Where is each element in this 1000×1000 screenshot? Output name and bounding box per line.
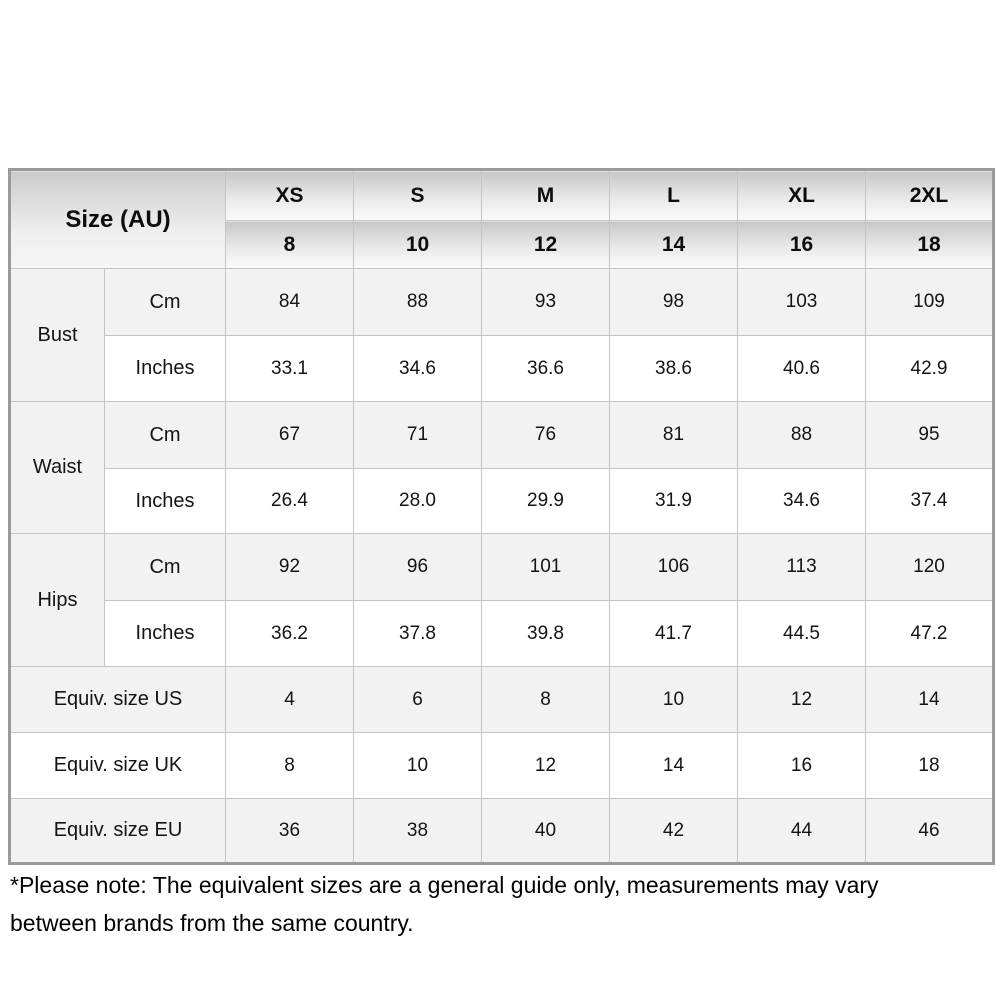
value-cell: 92: [226, 534, 354, 601]
value-cell: 14: [866, 667, 994, 733]
unit-label-cm: Cm: [105, 534, 226, 601]
value-cell: 8: [226, 733, 354, 799]
unit-label-inches: Inches: [105, 469, 226, 534]
equiv-size-us-label: Equiv. size US: [10, 667, 226, 733]
waist-cm-row: [10, 402, 994, 469]
value-cell: 47.2: [866, 601, 994, 667]
bust-inches-row: [10, 336, 994, 402]
bust-cm-row: [10, 269, 994, 336]
corner-size-au-label: Size (AU): [10, 170, 226, 269]
value-cell: 12: [738, 667, 866, 733]
value-cell: 34.6: [354, 336, 482, 402]
hips-cm-row: [10, 534, 994, 601]
footnote-line-2: between brands from the same country.: [10, 910, 414, 936]
equiv-size-uk-label: Equiv. size UK: [10, 733, 226, 799]
value-cell: 88: [738, 402, 866, 469]
value-cell: 10: [610, 667, 738, 733]
value-cell: 41.7: [610, 601, 738, 667]
value-cell: 109: [866, 269, 994, 336]
value-cell: 71: [354, 402, 482, 469]
value-cell: 16: [738, 733, 866, 799]
au-size-16: 16: [738, 221, 866, 269]
value-cell: 14: [610, 733, 738, 799]
value-cell: 46: [866, 799, 994, 864]
value-cell: 37.4: [866, 469, 994, 534]
value-cell: 36.6: [482, 336, 610, 402]
value-cell: 18: [866, 733, 994, 799]
value-cell: 26.4: [226, 469, 354, 534]
size-header-xs: XS: [226, 170, 354, 221]
value-cell: 10: [354, 733, 482, 799]
value-cell: 98: [610, 269, 738, 336]
waist-inches-row: [10, 469, 994, 534]
value-cell: 42: [610, 799, 738, 864]
equiv-us-row: [10, 667, 994, 733]
value-cell: 81: [610, 402, 738, 469]
value-cell: 95: [866, 402, 994, 469]
value-cell: 36: [226, 799, 354, 864]
value-cell: 93: [482, 269, 610, 336]
au-size-14: 14: [610, 221, 738, 269]
value-cell: 37.8: [354, 601, 482, 667]
unit-label-inches: Inches: [105, 336, 226, 402]
value-cell: 44: [738, 799, 866, 864]
equiv-size-eu-label: Equiv. size EU: [10, 799, 226, 864]
header-row-sizes: [10, 170, 994, 221]
value-cell: 8: [482, 667, 610, 733]
row-group-label-bust: Bust: [10, 269, 105, 402]
value-cell: 101: [482, 534, 610, 601]
value-cell: 39.8: [482, 601, 610, 667]
equiv-uk-row: [10, 733, 994, 799]
value-cell: 106: [610, 534, 738, 601]
au-size-12: 12: [482, 221, 610, 269]
value-cell: 88: [354, 269, 482, 336]
value-cell: 34.6: [738, 469, 866, 534]
value-cell: 84: [226, 269, 354, 336]
value-cell: 103: [738, 269, 866, 336]
value-cell: 113: [738, 534, 866, 601]
au-size-8: 8: [226, 221, 354, 269]
value-cell: 40: [482, 799, 610, 864]
value-cell: 38: [354, 799, 482, 864]
value-cell: 6: [354, 667, 482, 733]
au-size-18: 18: [866, 221, 994, 269]
equiv-eu-row: [10, 799, 994, 864]
value-cell: 67: [226, 402, 354, 469]
unit-label-cm: Cm: [105, 402, 226, 469]
value-cell: 76: [482, 402, 610, 469]
value-cell: 42.9: [866, 336, 994, 402]
footnote-line-1: *Please note: The equivalent sizes are a general guide only, measurements may vary: [10, 872, 879, 898]
value-cell: 120: [866, 534, 994, 601]
value-cell: 44.5: [738, 601, 866, 667]
row-group-label-hips: Hips: [10, 534, 105, 667]
unit-label-cm: Cm: [105, 269, 226, 336]
value-cell: 33.1: [226, 336, 354, 402]
unit-label-inches: Inches: [105, 601, 226, 667]
value-cell: 31.9: [610, 469, 738, 534]
value-cell: 40.6: [738, 336, 866, 402]
value-cell: 4: [226, 667, 354, 733]
footnote: [10, 866, 960, 942]
size-header-s: S: [354, 170, 482, 221]
value-cell: 28.0: [354, 469, 482, 534]
row-group-label-waist: Waist: [10, 402, 105, 534]
hips-inches-row: [10, 601, 994, 667]
value-cell: 96: [354, 534, 482, 601]
size-header-xl: XL: [738, 170, 866, 221]
value-cell: 12: [482, 733, 610, 799]
value-cell: 29.9: [482, 469, 610, 534]
size-header-m: M: [482, 170, 610, 221]
size-header-l: L: [610, 170, 738, 221]
value-cell: 36.2: [226, 601, 354, 667]
size-header-2xl: 2XL: [866, 170, 994, 221]
value-cell: 38.6: [610, 336, 738, 402]
au-size-10: 10: [354, 221, 482, 269]
size-chart-table: [8, 168, 995, 865]
